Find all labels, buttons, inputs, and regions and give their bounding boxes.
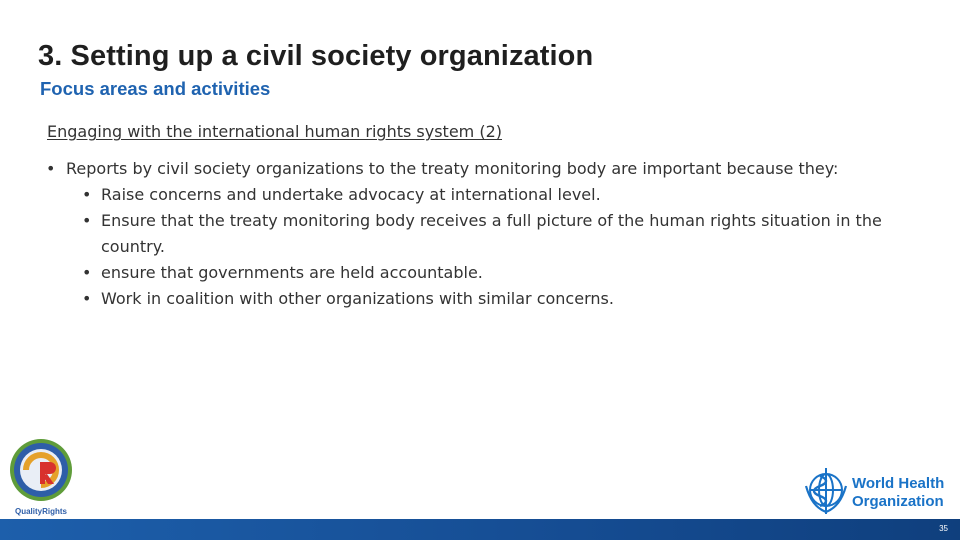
sub-bullet-item: • Ensure that the treaty monitoring body receives a full picture of the human rights situation in the country. <box>46 208 926 260</box>
quality-rights-label: QualityRights <box>14 507 68 516</box>
slide-subtitle: Focus areas and activities <box>40 78 271 99</box>
sub-bullet-item: • ensure that governments are held accountable. <box>46 260 926 286</box>
footer-bar <box>0 519 960 540</box>
sub-bullet-list <box>46 182 926 312</box>
main-bullet: • Reports by civil society organizations to the treaty monitoring body are important because they: <box>46 156 926 182</box>
quality-rights-logo <box>4 438 78 518</box>
sub-bullet-item: • Raise concerns and undertake advocacy at international level. <box>46 182 926 208</box>
who-line2: Organization <box>852 493 944 510</box>
who-line1: World Health <box>852 475 945 492</box>
section-heading: Engaging with the international human rights system (2) <box>47 122 503 141</box>
who-logo <box>800 462 952 518</box>
who-emblem-icon <box>800 462 952 518</box>
bullet-list <box>46 156 926 312</box>
sub-bullet-item: • Work in coalition with other organizations with similar concerns. <box>46 286 926 312</box>
page-number: 35 <box>939 524 948 533</box>
quality-rights-emblem-icon <box>4 438 78 518</box>
slide-title: 3. Setting up a civil society organization <box>38 40 594 72</box>
